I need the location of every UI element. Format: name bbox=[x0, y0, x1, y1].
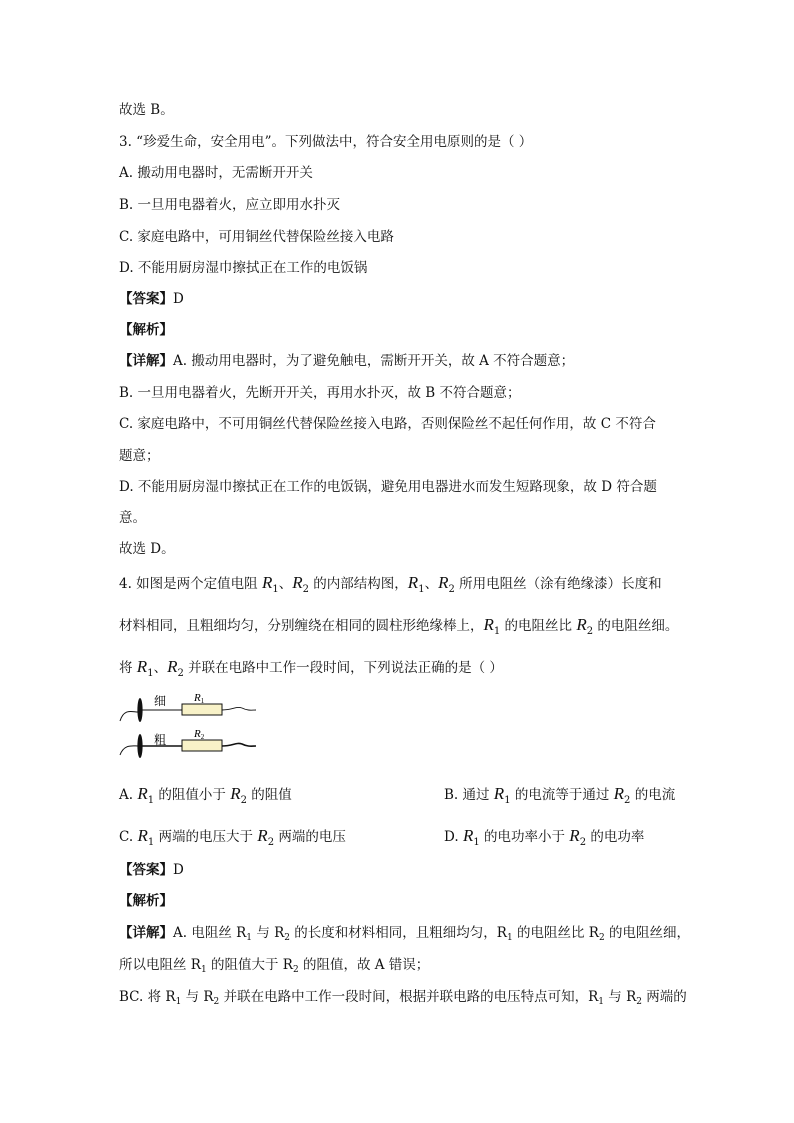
question-3-stem: 3. “珍爱生命，安全用电”。下列做法中，符合安全用电原则的是（ ） bbox=[119, 134, 533, 150]
answer-line bbox=[119, 290, 184, 308]
wire bbox=[120, 711, 138, 721]
detail-text: A. 搬动用电器时，为了避免触电，需断开开关，故 A 不符合题意； bbox=[173, 353, 575, 369]
terminal bbox=[137, 734, 142, 758]
resistor-r1 bbox=[182, 704, 222, 715]
text-line: 意。 bbox=[119, 510, 146, 526]
analysis-tag: 【解析】 bbox=[119, 893, 173, 909]
text-line: C. 家庭电路中，不可用铜丝代替保险丝接入电路，否则保险丝不起任何作用，故 C 不符合 bbox=[119, 416, 656, 432]
option-d: D. $R_1$ 的电功率小于 $R_2$ 的电功率 bbox=[444, 826, 645, 848]
wire bbox=[222, 707, 256, 710]
detail-tag: 【详解】 bbox=[119, 925, 173, 941]
detail-line: 【详解】A. 电阻丝 $R_1$ 与 $R_2$ 的长度和材料相同，且粗细均匀，$R_1$ 的电阻丝比 $R_2$ 的电阻丝细， bbox=[119, 925, 690, 943]
text-line: B. 一旦用电器着火，先断开开关，再用水扑灭，故 B 不符合题意； bbox=[119, 385, 521, 401]
option-c: C. $R_1$ 两端的电压大于 $R_2$ 两端的电压 bbox=[119, 826, 346, 848]
option-a: A. 搬动用电器时，无需断开开关 bbox=[119, 165, 313, 181]
text-line: 所以电阻丝 $R_1$ 的阻值大于 $R_2$ 的阻值，故 A 错误； bbox=[119, 957, 430, 975]
resistor-r2 bbox=[182, 740, 222, 751]
option-b: B. 通过 $R_1$ 的电流等于通过 $R_2$ 的电流 bbox=[444, 784, 676, 806]
text-line: D. 不能用厨房湿巾擦拭正在工作的电饭锅，避免用电器进水而发生短路现象，故 D 符合题 bbox=[119, 479, 657, 495]
detail-line bbox=[119, 352, 574, 370]
option-a: A. $R_1$ 的阻值小于 $R_2$ 的阻值 bbox=[119, 784, 292, 806]
detail-tag: 【详解】 bbox=[119, 353, 173, 369]
question-4-line-3: 将 $R_1$、$R_2$ 并联在电路中工作一段时间，下列说法正确的是（ ） bbox=[119, 657, 503, 679]
option-d: D. 不能用厨房湿巾擦拭正在工作的电饭锅 bbox=[119, 260, 368, 276]
wire bbox=[222, 743, 256, 746]
question-4-line-1: 4. 如图是两个定值电阻 $R_1$、$R_2$ 的内部结构图，$R_1$、$R_2$ 所用电阻丝（涂有绝缘漆）长度和 bbox=[119, 573, 662, 595]
option-c: C. 家庭电路中，可用铜丝代替保险丝接入电路 bbox=[119, 229, 394, 245]
question-4-line-2: 材料相同，且粗细均匀，分别缠绕在相同的圆柱形绝缘棒上，$R_1$ 的电阻丝比 $R_2$ 的电阻丝细。 bbox=[119, 615, 679, 637]
text-line: BC. 将 $R_1$ 与 $R_2$ 并联在电路中工作一段时间，根据并联电路的电压特点可知，$R_1$ 与 $R_2$ 两端的 bbox=[119, 989, 687, 1007]
text-line: 故选 B。 bbox=[119, 102, 174, 118]
answer-line bbox=[119, 861, 184, 879]
thick-label: 粗 bbox=[154, 733, 167, 747]
option-b: B. 一旦用电器着火，应立即用水扑灭 bbox=[119, 197, 341, 213]
wire bbox=[120, 746, 138, 755]
r1-label: R1 bbox=[194, 692, 205, 705]
answer-tag: 【答案】 bbox=[119, 291, 173, 307]
answer-tag: 【答案】 bbox=[119, 862, 173, 878]
answer-value: D bbox=[173, 862, 184, 878]
resistor-structure-figure bbox=[118, 688, 258, 766]
answer-value: D bbox=[173, 291, 184, 307]
terminal bbox=[137, 698, 142, 722]
r2-label: R2 bbox=[194, 728, 205, 741]
thin-label: 细 bbox=[154, 694, 167, 708]
analysis-tag: 【解析】 bbox=[119, 322, 173, 338]
text-line: 题意； bbox=[119, 448, 160, 464]
text-line: 故选 D。 bbox=[119, 541, 175, 557]
